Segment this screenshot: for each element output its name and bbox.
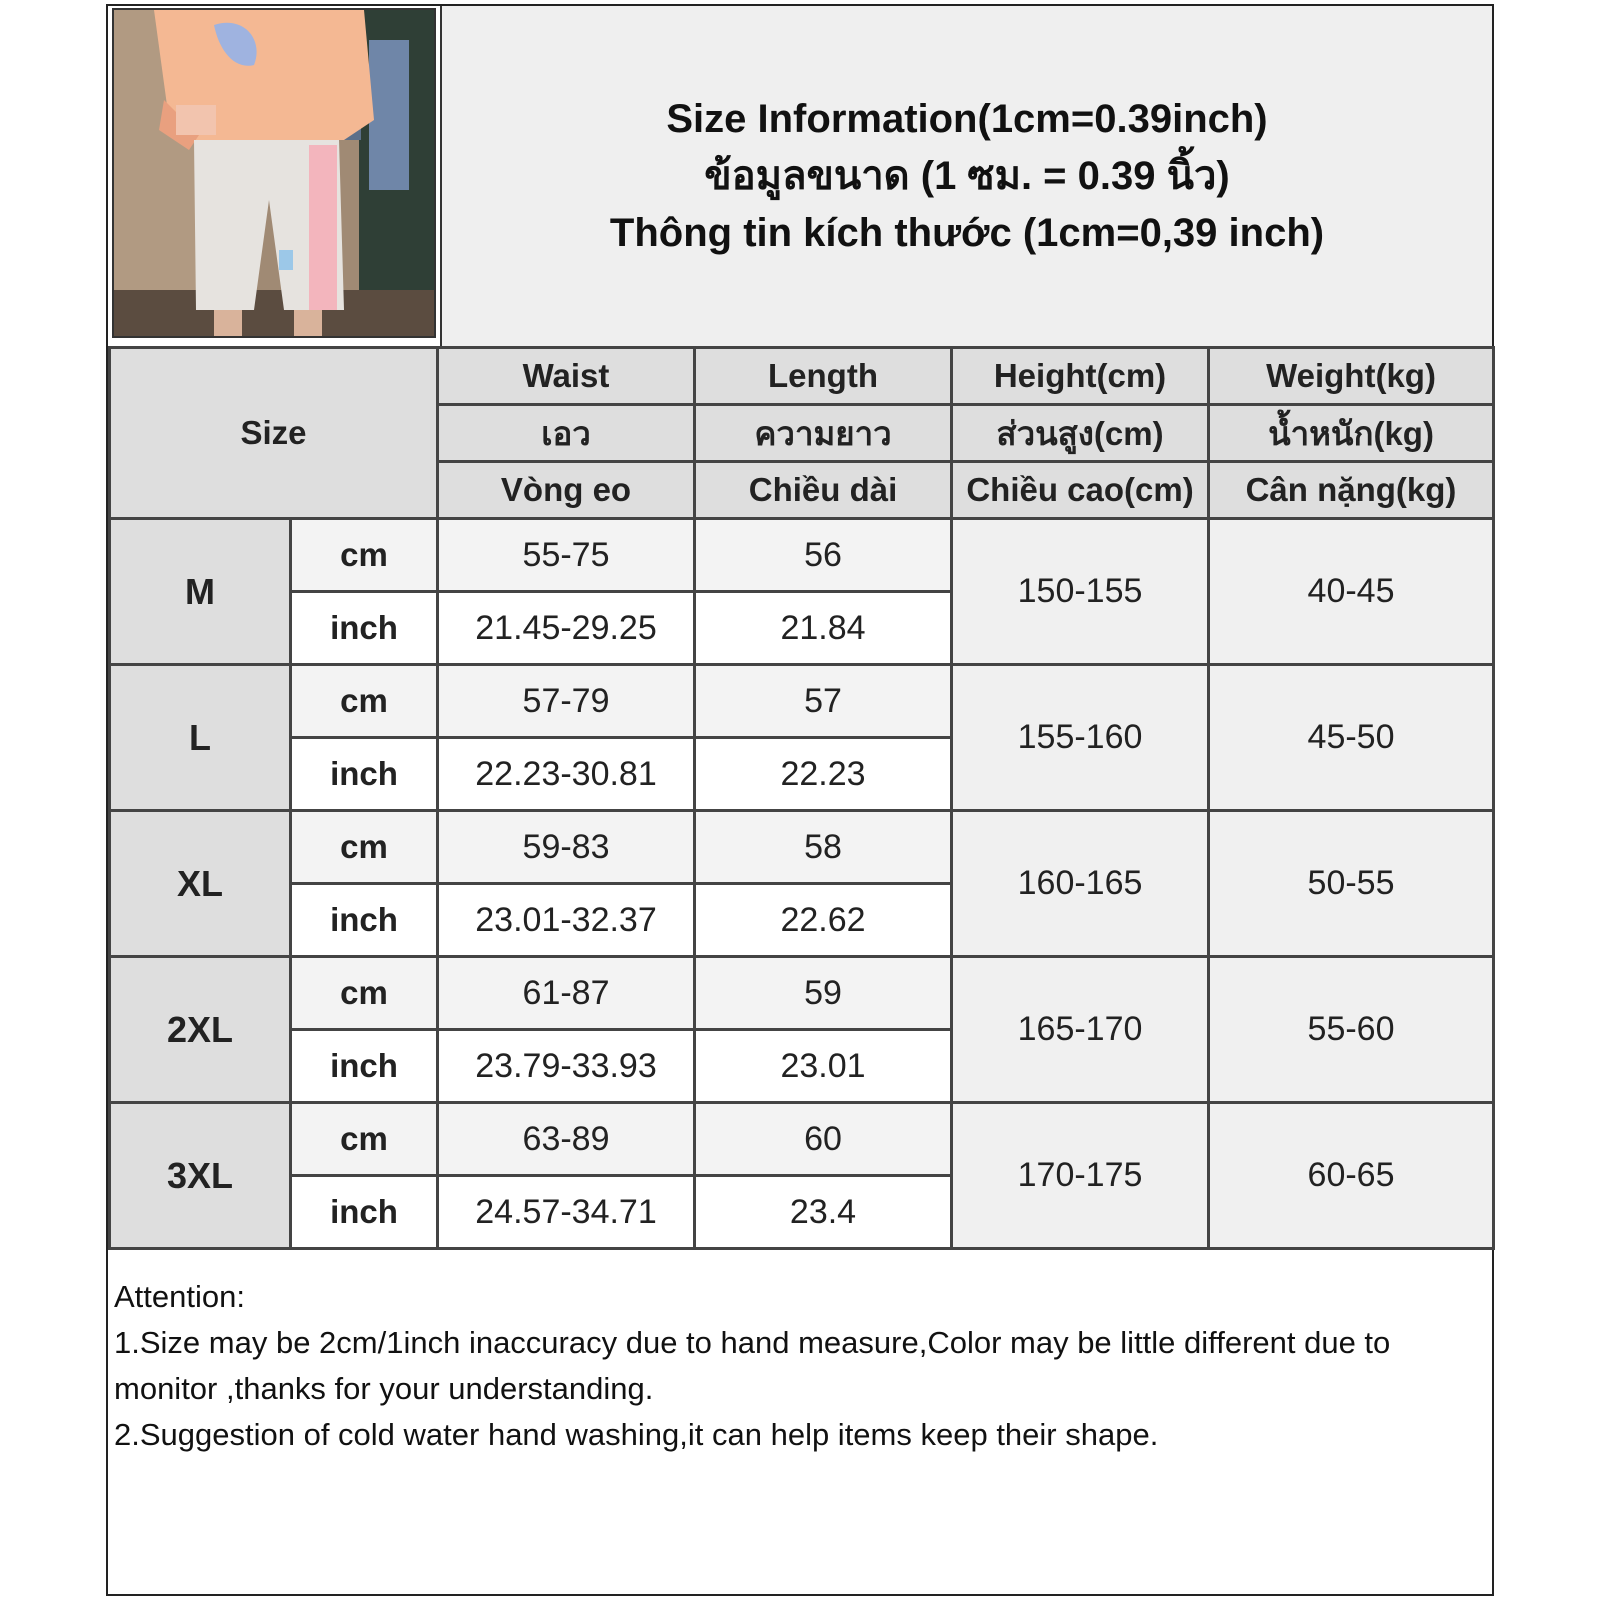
length-inch-value: 23.4 bbox=[695, 1176, 952, 1249]
size-name: L bbox=[110, 665, 291, 811]
table-row bbox=[110, 957, 1494, 1030]
col-header-height-th: ส่วนสูง(cm) bbox=[952, 405, 1209, 462]
size-name: 2XL bbox=[110, 957, 291, 1103]
table-row bbox=[110, 811, 1494, 884]
unit-label: cm bbox=[291, 519, 438, 592]
col-header-waist-vi: Vòng eo bbox=[438, 462, 695, 519]
unit-label: cm bbox=[291, 957, 438, 1030]
length-inch-value: 22.23 bbox=[695, 738, 952, 811]
title-english: Size Information(1cm=0.39inch) bbox=[666, 96, 1268, 141]
header-row-english bbox=[110, 348, 1494, 405]
waist-cm-value: 55-75 bbox=[438, 519, 695, 592]
length-cm-value: 58 bbox=[695, 811, 952, 884]
size-name: M bbox=[110, 519, 291, 665]
length-cm-value: 57 bbox=[695, 665, 952, 738]
height-value: 150-155 bbox=[952, 519, 1209, 665]
length-cm-value: 60 bbox=[695, 1103, 952, 1176]
height-value: 155-160 bbox=[952, 665, 1209, 811]
height-value: 160-165 bbox=[952, 811, 1209, 957]
attention-note-2: 2.Suggestion of cold water hand washing,it can help items keep their shape. bbox=[114, 1417, 1159, 1452]
waist-cm-value: 61-87 bbox=[438, 957, 695, 1030]
col-header-weight-th: น้ำหนัก(kg) bbox=[1209, 405, 1494, 462]
unit-label: cm bbox=[291, 811, 438, 884]
col-header-length: Length bbox=[695, 348, 952, 405]
title-thai: ข้อมูลขนาด (1 ซม. = 0.39 นิ้ว) bbox=[704, 153, 1230, 198]
unit-label: inch bbox=[291, 1176, 438, 1249]
size-name: 3XL bbox=[110, 1103, 291, 1249]
length-cm-value: 59 bbox=[695, 957, 952, 1030]
col-header-weight-vi: Cân nặng(kg) bbox=[1209, 462, 1494, 519]
waist-inch-value: 21.45-29.25 bbox=[438, 592, 695, 665]
size-column-header: Size bbox=[110, 348, 438, 519]
unit-label: cm bbox=[291, 1103, 438, 1176]
waist-inch-value: 24.57-34.71 bbox=[438, 1176, 695, 1249]
waist-inch-value: 22.23-30.81 bbox=[438, 738, 695, 811]
size-table bbox=[108, 346, 1495, 1250]
attention-note-1: 1.Size may be 2cm/1inch inaccuracy due to hand measure,Color may be little different due to monitor ,thanks for your understanding. bbox=[114, 1325, 1391, 1406]
unit-label: inch bbox=[291, 738, 438, 811]
length-inch-value: 22.62 bbox=[695, 884, 952, 957]
size-information-header bbox=[440, 6, 1492, 346]
weight-value: 60-65 bbox=[1209, 1103, 1494, 1249]
table-row bbox=[110, 519, 1494, 592]
weight-value: 55-60 bbox=[1209, 957, 1494, 1103]
col-header-waist-th: เอว bbox=[438, 405, 695, 462]
weight-value: 40-45 bbox=[1209, 519, 1494, 665]
col-header-weight: Weight(kg) bbox=[1209, 348, 1494, 405]
table-row bbox=[110, 1103, 1494, 1176]
waist-inch-value: 23.79-33.93 bbox=[438, 1030, 695, 1103]
attention-notes bbox=[114, 1274, 1484, 1458]
length-cm-value: 56 bbox=[695, 519, 952, 592]
waist-cm-value: 59-83 bbox=[438, 811, 695, 884]
col-header-height: Height(cm) bbox=[952, 348, 1209, 405]
unit-label: cm bbox=[291, 665, 438, 738]
product-photo bbox=[112, 8, 436, 338]
unit-label: inch bbox=[291, 884, 438, 957]
height-value: 170-175 bbox=[952, 1103, 1209, 1249]
waist-cm-value: 63-89 bbox=[438, 1103, 695, 1176]
waist-cm-value: 57-79 bbox=[438, 665, 695, 738]
unit-label: inch bbox=[291, 1030, 438, 1103]
attention-heading: Attention: bbox=[114, 1279, 245, 1314]
length-inch-value: 23.01 bbox=[695, 1030, 952, 1103]
table-row bbox=[110, 665, 1494, 738]
height-value: 165-170 bbox=[952, 957, 1209, 1103]
col-header-length-th: ความยาว bbox=[695, 405, 952, 462]
length-inch-value: 21.84 bbox=[695, 592, 952, 665]
col-header-length-vi: Chiều dài bbox=[695, 462, 952, 519]
unit-label: inch bbox=[291, 592, 438, 665]
product-photo-illustration bbox=[114, 10, 434, 336]
col-header-height-vi: Chiều cao(cm) bbox=[952, 462, 1209, 519]
size-chart-sheet bbox=[106, 4, 1494, 1596]
waist-inch-value: 23.01-32.37 bbox=[438, 884, 695, 957]
weight-value: 50-55 bbox=[1209, 811, 1494, 957]
weight-value: 45-50 bbox=[1209, 665, 1494, 811]
size-name: XL bbox=[110, 811, 291, 957]
title-vietnamese: Thông tin kích thước (1cm=0,39 inch) bbox=[609, 210, 1325, 255]
col-header-waist: Waist bbox=[438, 348, 695, 405]
